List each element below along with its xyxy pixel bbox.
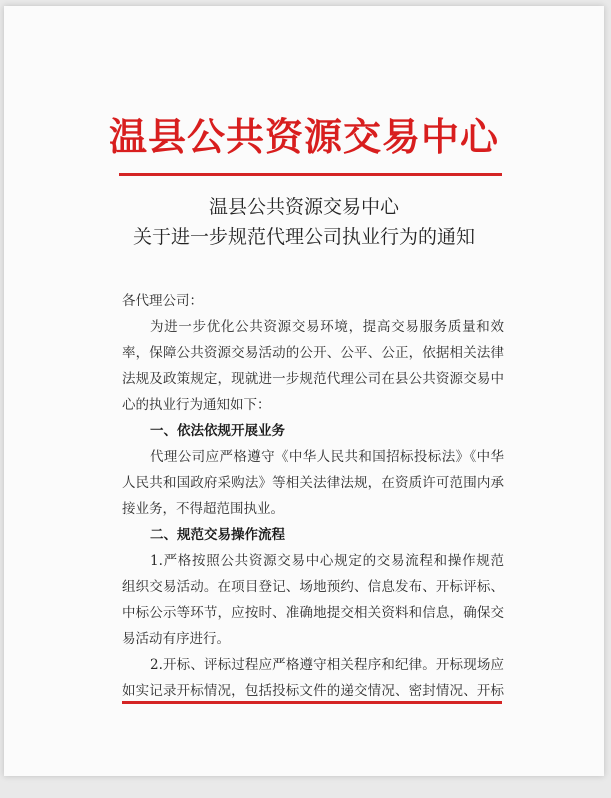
paragraph-line: 人民共和国政府采购法》等相关法律法规，在资质许可范围内承 (122, 475, 504, 491)
paragraph-line: 心的执业行为通知如下： (122, 397, 271, 413)
section-heading: 一、依法依规开展业务 (150, 423, 285, 439)
document-page (4, 6, 604, 776)
notice-issuer: 温县公共资源交易中心 (208, 196, 399, 218)
salutation: 各代理公司： (122, 293, 203, 309)
paragraph-line: 易活动有序进行。 (122, 631, 230, 647)
letterhead-red-rule (119, 173, 502, 176)
paragraph-line: 如实记录开标情况，包括投标文件的递交情况、密封情况、开标 (122, 683, 504, 699)
notice-title: 关于进一步规范代理公司执业行为的通知 (132, 226, 475, 248)
paragraph-line: 组织交易活动。在项目登记、场地预约、信息发布、开标评标、 (122, 579, 504, 595)
footer-red-rule (122, 701, 502, 704)
section-heading: 二、规范交易操作流程 (150, 527, 285, 543)
paragraph-line: 代理公司应严格遵守《中华人民共和国招标投标法》《中华 (150, 449, 504, 465)
paragraph-line: 法规及政策规定，现就进一步规范代理公司在县公共资源交易中 (122, 371, 504, 387)
paragraph-line: 率，保障公共资源交易活动的公开、公平、公正，依据相关法律 (122, 345, 504, 361)
paragraph-line: 2.开标、评标过程应严格遵守相关程序和纪律。开标现场应 (150, 657, 504, 673)
paragraph-line: 接业务，不得超范围执业。 (122, 501, 284, 517)
paragraph-line: 为进一步优化公共资源交易环境，提高交易服务质量和效 (150, 319, 504, 335)
letterhead-title: 温县公共资源交易中心 (108, 114, 499, 159)
paragraph-line: 中标公示等环节，应按时、准确地提交相关资料和信息，确保交 (122, 605, 504, 621)
paragraph-line: 1.严格按照公共资源交易中心规定的交易流程和操作规范 (150, 553, 504, 569)
notice-body (122, 288, 504, 704)
